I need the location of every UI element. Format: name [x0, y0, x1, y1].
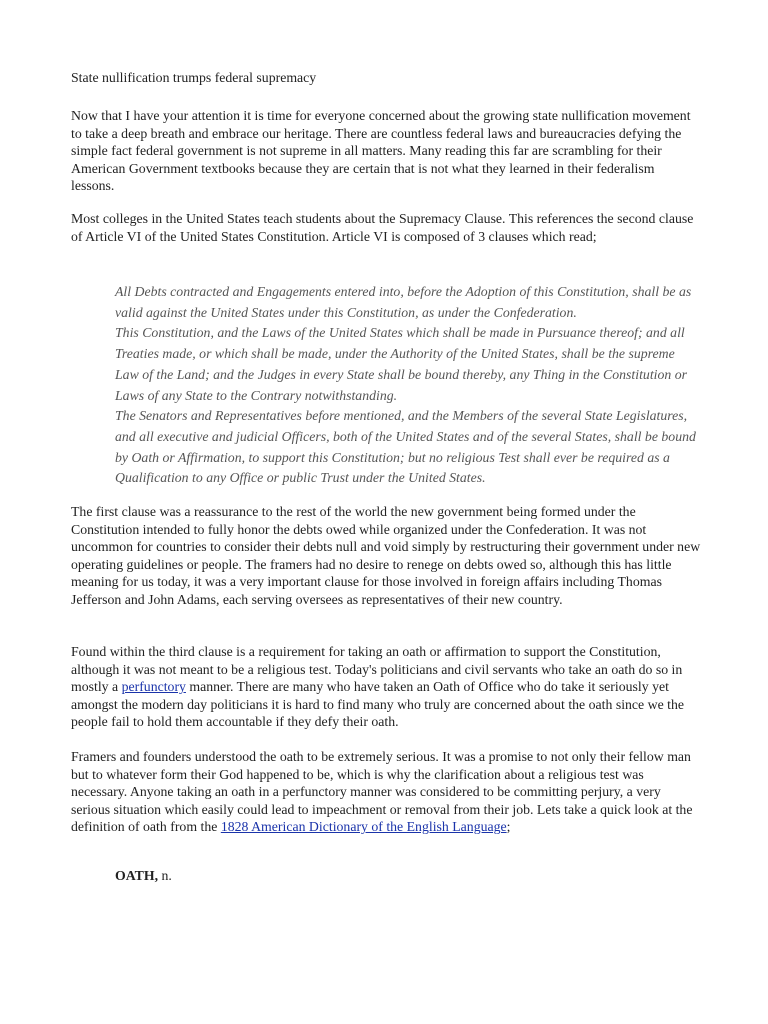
- paragraph-text: Framers and founders understood the oath to be extremely serious. It was a promise to not only their fellow man but to whatever form their God happened to be, which is why the clarification about a religious test was necessary. Anyone taking an oath in a perfunctory manner was considered to be committing perjury, a very serious situation which easily could lead to impeachment or removal from their job. Lets take a quick look at the definition of oath from the: [71, 749, 693, 835]
- paragraph-first-clause: The first clause was a reassurance to the rest of the world the new government being formed under the Constitution intended to fully honor the debts owed while organized under the Confederation. It was not uncommon for countries to consider their debts null and void simply by restructuring their government under new operating guidelines or people. The framers had no desire to renege on debts owed so, although this has little meaning for us today, it was a very important clause for those involved in foreign affairs including Thomas Jefferson and John Adams, each serving oversees as representatives of their new country.: [71, 504, 701, 607]
- paragraph-third-clause: [71, 643, 701, 731]
- definition-term: OATH,: [115, 868, 159, 883]
- definition-heading: [115, 867, 172, 885]
- quote-clause-1: All Debts contracted and Engagements entered into, before the Adoption of this Constitution, shall be as valid against the United States under this Constitution, as under the Confederation.: [115, 284, 692, 320]
- document-title: State nullification trumps federal supremacy: [71, 70, 317, 85]
- quote-clause-2: This Constitution, and the Laws of the United States which shall be made in Pursuance thereof; and all Treaties made, or which shall be made, under the Authority of the United States, shall be the supreme Law of the Land; and the Judges in every State shall be bound thereby, any Thing in the Constitution or Laws of any State to the Contrary notwithstanding.: [115, 325, 688, 403]
- definition-part-of-speech: n.: [158, 868, 172, 883]
- quote-clause-3: The Senators and Representatives before mentioned, and the Members of the several State Legislatures, and all executive and judicial Officers, both of the United States and of the several States, shall be bound by Oath or Affirmation, to support this Constitution; but no religious Test shall ever be required as a Qualification to any Office or public Trust under the United States.: [115, 408, 696, 486]
- paragraph-text: manner. There are many who have taken an Oath of Office who do take it seriously yet amongst the modern day politicians it is hard to find many who truly are concerned about the oath since we the people fail to hold them accountable if they defy their oath.: [71, 679, 685, 730]
- paragraph-text: Found within the third clause is a requirement for taking an oath or affirmation to support the Constitution, although it was not meant to be a religious test. Today's politicians and civil servants who take an oath do so in mostly a: [71, 644, 683, 695]
- paragraph-intro: Now that I have your attention it is time for everyone concerned about the growing state nullification movement to take a deep breath and embrace our heritage. There are countless federal laws and bureaucracies defying the simple fact federal government is not supreme in all matters. Many reading this far are scrambling for their American Government textbooks because they are certain that is not what they learned in their federalism lessons.: [71, 108, 691, 194]
- perfunctory-link[interactable]: perfunctory: [121, 679, 186, 695]
- paragraph-oath: [71, 748, 701, 836]
- paragraph-supremacy-clause: Most colleges in the United States teach students about the Supremacy Clause. This references the second clause of Article VI of the United States Constitution. Article VI is composed of 3 clauses which read;: [71, 211, 694, 244]
- article-vi-quote: [115, 282, 697, 489]
- paragraph-text: ;: [506, 819, 511, 835]
- dictionary-link[interactable]: 1828 American Dictionary of the English Language: [220, 819, 507, 835]
